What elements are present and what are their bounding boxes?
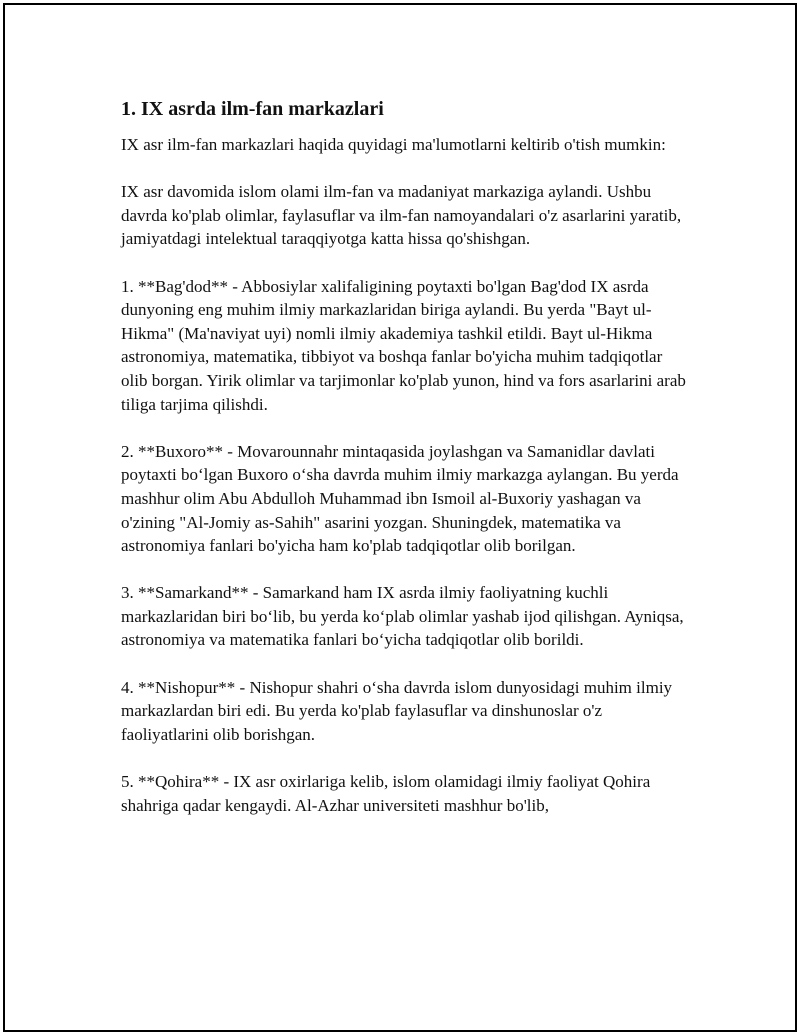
baghdad-paragraph: 1. **Bag'dod** - Abbosiylar xalifaligining poytaxti bo'lgan Bag'dod IX asrda dunyoning eng muhim ilmiy markazlaridan biriga aylandi. Bu yerda "Bayt ul-Hikma" (Ma'naviyat uyi) nomli ilmiy akademiya tashkil etildi. Bayt ul-Hikma astronomiya, matematika, tibbiyot va boshqa fanlar bo'yicha muhim tadqiqotlar olib borgan. Yirik olimlar va tarjimonlar ko'plab yunon, hind va fors asarlarini arab tiliga tarjima qilishdi. (121, 276, 686, 414)
samarkand-paragraph: 3. **Samarkand** - Samarkand ham IX asrda ilmiy faoliyatning kuchli markazlaridan biri bo‘lib, bu yerda ko‘plab olimlar yashab ijod qilishgan. Ayniqsa, astronomiya va matematika fanlari bo‘yicha tadqiqotlar olib borildi. (121, 583, 684, 650)
intro-paragraph: IX asr ilm-fan markazlari haqida quyidagi ma'lumotlarni keltirib o'tish mumkin: (121, 135, 666, 154)
page-frame (3, 3, 797, 1032)
section-heading: 1. IX asrda ilm-fan markazlari (121, 98, 384, 120)
overview-paragraph: IX asr davomida islom olami ilm-fan va madaniyat markaziga aylandi. Ushbu davrda ko'plab olimlar, faylasuflar va ilm-fan namoyandalari o'z asarlarini yaratib, jamiyatdagi intelektual taraqqiyotga katta hissa qo'shishgan. (121, 182, 682, 249)
cairo-paragraph: 5. **Qohira** - IX asr oxirlariga kelib, islom olamidagi ilmiy faoliyat Qohira shahriga qadar kengaydi. Al-Azhar universiteti mashhur bo'lib, (121, 772, 651, 815)
document-body (121, 95, 691, 841)
bukhara-paragraph: 2. **Buxoro** - Movarounnahr mintaqasida joylashgan va Samanidlar davlati poytaxti bo‘lgan Buxoro o‘sha davrda muhim ilmiy markazga aylangan. Bu yerda mashhur olim Abu Abdulloh Muhammad ibn Ismoil al-Buxoriy yashagan va o'zining "Al-Jomiy as-Sahih" asarini yozgan. Shuningdek, matematika va astronomiya fanlari bo'yicha ham ko'plab tadqiqotlar olib borilgan. (121, 441, 679, 556)
nishapur-paragraph: 4. **Nishopur** - Nishopur shahri o‘sha davrda islom dunyosidagi muhim ilmiy markazlardan biri edi. Bu yerda ko'plab faylasuflar va dinshunoslar o'z faoliyatlarini olib borishgan. (121, 677, 673, 744)
